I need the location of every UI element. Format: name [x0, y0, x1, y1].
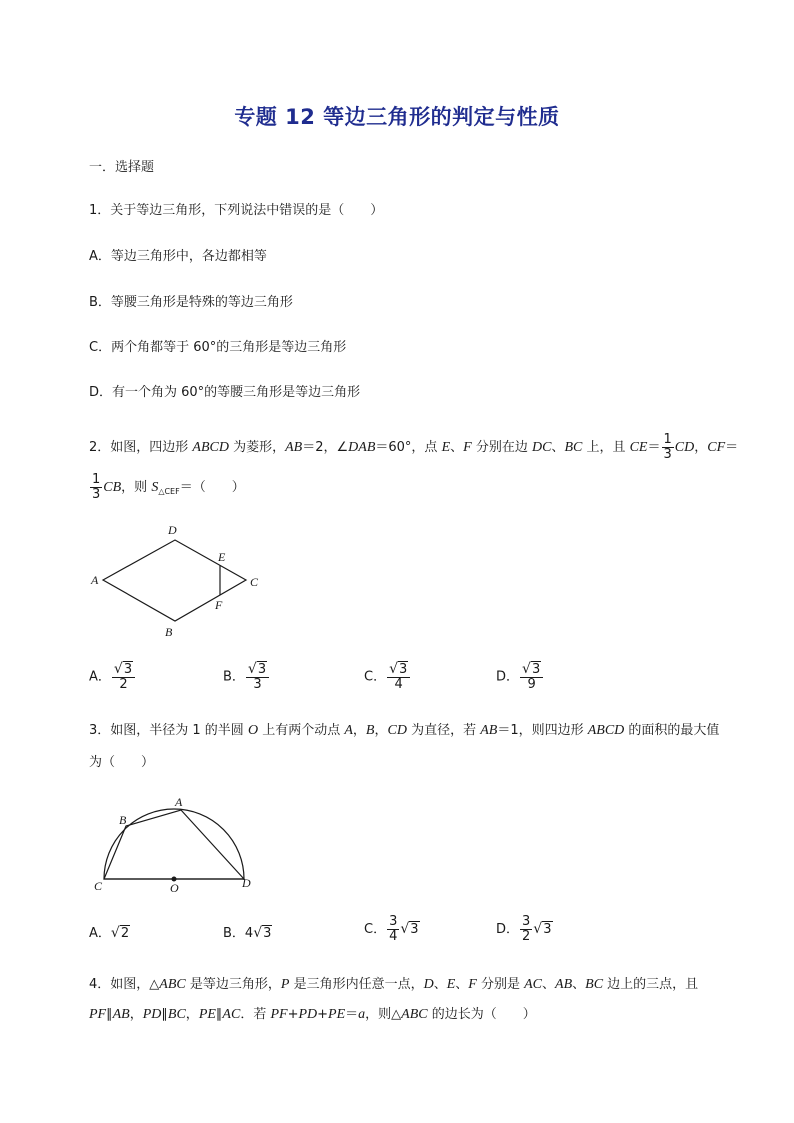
q3-stem-line2: 为（ ） — [89, 755, 155, 770]
label-q3-b: B — [119, 813, 127, 827]
q3-option-b[interactable]: B．4√3 — [223, 925, 272, 941]
section-heading: 一．选择题 — [89, 160, 155, 175]
q1-option-c[interactable]: C．两个角都等于 60°的三角形是等边三角形 — [89, 340, 347, 355]
label-d: D — [168, 523, 177, 537]
label-a: A — [91, 573, 99, 587]
q3-option-a[interactable]: A．√2 — [89, 925, 130, 941]
label-e: E — [218, 550, 226, 564]
q3-stem-line1: 3．如图，半径为 1 的半圆 O 上有两个动点 A，B，CD 为直径，若 AB＝1，则四边形 ABCD 的面积的最大值 — [89, 723, 720, 738]
q1-option-d[interactable]: D．有一个角为 60°的等腰三角形是等边三角形 — [89, 385, 361, 400]
label-f: F — [215, 598, 223, 612]
q4-stem-line1: 4．如图，△ABC 是等边三角形，P 是三角形内任意一点，D、E、F 分别是 AC、AB、BC 边上的三点，且 — [89, 977, 699, 992]
label-q3-c: C — [94, 879, 103, 893]
label-q3-a: A — [175, 795, 183, 809]
q2-option-a[interactable]: A． $\frac{√3}{2}$ — [89, 662, 136, 692]
q2-option-b[interactable]: B． $\frac{√3}{3}$ — [223, 662, 270, 692]
q1-stem: 1．关于等边三角形，下列说法中错误的是（ ） — [89, 203, 384, 218]
fraction: $\frac{1}{3}$ — [92, 472, 101, 502]
q1-option-b[interactable]: B．等腰三角形是特殊的等边三角形 — [89, 295, 293, 310]
q2-stem-line1: 2．如图，四边形 ABCD 为菱形，AB＝2，∠DAB＝60°，点 E、F 分别在边 DC、BC 上，且 CE＝ $\frac{1}{3}$ CD，CF＝ — [89, 432, 739, 462]
q2-stem-line2: $\frac{1}{3}$ CB，则 $S_{\triangle CEF}=$（ ） — [92, 472, 245, 502]
q2-option-c[interactable]: C． $\frac{√3}{4}$ — [364, 662, 411, 692]
label-c: C — [250, 575, 259, 589]
q2-option-d[interactable]: D． $\frac{√3}{9}$ — [496, 662, 544, 692]
q4-stem-line2: PF∥AB，PD∥BC，PE∥AC．若 PF+PD+PE＝a，则△ABC 的边长为（ ） — [89, 1007, 536, 1022]
label-b: B — [165, 625, 173, 639]
page-title: 专题 12 等边三角形的判定与性质 — [234, 105, 560, 129]
label-q3-d: D — [242, 876, 251, 890]
label-q3-o: O — [170, 881, 179, 895]
q3-option-d[interactable]: D． $\frac{3}{2}$ √3 — [496, 914, 552, 944]
q3-option-c[interactable]: C． $\frac{3}{4}$ √3 — [364, 914, 419, 944]
q1-option-a[interactable]: A．等边三角形中，各边都相等 — [89, 249, 267, 264]
fraction: $\frac{1}{3}$ — [663, 432, 672, 462]
